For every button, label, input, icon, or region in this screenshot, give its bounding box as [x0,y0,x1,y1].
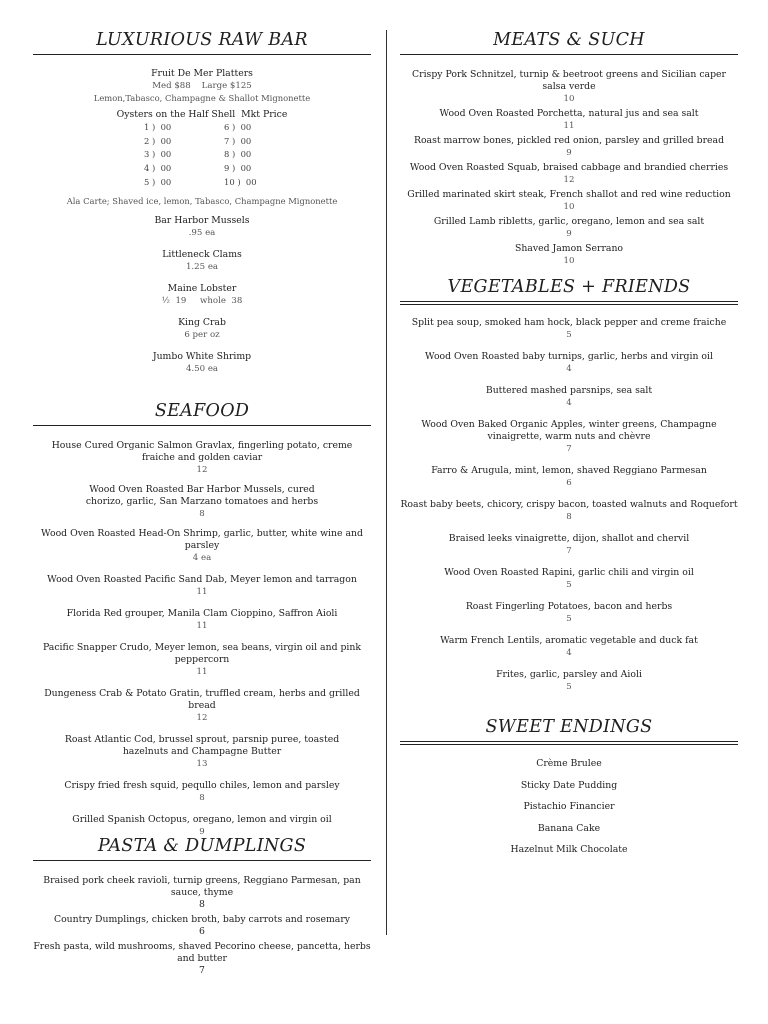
item-name: Braised leeks vinaigrette, dijon, shallot and chervil [448,533,690,544]
menu-item [400,162,738,186]
item-name: Crispy Pork Schnitzel, turnip & beetroot greens and Sicilian caper salsa verde [412,69,726,92]
dessert-item: Sticky Date Pudding [520,779,618,791]
menu-item [400,243,738,267]
item-name: Crispy fried fresh squid, pequllo chiles, lemon and parsley [64,780,340,791]
item-name: Wood Oven Roasted Porchetta, natural jus and sea salt [439,108,699,119]
item-price: 12 [563,175,575,185]
ala-carte-note: Ala Carte; Shaved ice, lemon, Tabasco, Champagne Mignonette [66,195,338,206]
sweet-section [400,717,738,745]
item-price: 8 [199,509,205,519]
menu-item [33,814,371,838]
menu-item [33,642,371,678]
item-price: 10 [563,202,575,212]
item-price: 11 [563,121,575,131]
menu-item [400,533,738,557]
item-name: House Cured Organic Salmon Gravlax, fingerling potato, creme fraiche and golden caviar [51,440,353,463]
item-name: Pacific Snapper Crudo, Meyer lemon, sea beans, virgin oil and pink peppercorn [42,642,362,665]
item-price: 4 [566,364,572,374]
menu-item [33,351,371,375]
oyster-slot: 5 ) 00 [144,176,172,187]
meats-list [400,69,738,267]
item-price: 9 [199,827,205,837]
item-name: Wood Oven Roasted baby turnips, garlic, herbs and virgin oil [425,351,713,362]
menu-item [400,669,738,693]
item-price: ½ 19 whole 38 [161,295,243,306]
item-name: Grilled marinated skirt steak, French shallot and red wine reduction [407,189,731,200]
oyster-slot: 1 ) 00 [144,122,172,132]
item-price: 4 [566,398,572,408]
item-price: 13 [196,759,208,769]
item-price: Med $88 Large $125 [152,81,252,91]
sweet-list [400,758,738,856]
section-rule [400,54,738,55]
menu-item [33,780,371,804]
menu-item [33,914,371,938]
item-price: 12 [196,465,208,475]
section-title-raw-bar: LUXURIOUS RAW BAR [96,30,308,50]
section-rule [400,301,738,305]
item-name: Grilled Spanish Octopus, oregano, lemon and virgin oil [72,814,332,825]
column-divider [386,30,387,935]
dessert-item: Banana Cake [537,822,601,834]
item-name: Farro & Arugula, mint, lemon, shaved Reggiano Parmesan [431,465,707,476]
menu-item [33,734,371,770]
item-price: 5 [566,580,572,590]
menu-item [33,941,371,977]
vegetables-list [400,317,738,693]
item-name: Wood Oven Roasted Bar Harbor Mussels, cured chorizo, garlic, San Marzano tomatoes and herbs [85,484,319,507]
item-name: Roast marrow bones, pickled red onion, parsley and grilled bread [413,135,725,146]
menu-item [400,69,738,105]
menu-item [33,440,371,476]
menu-item [33,283,371,307]
menu-item [33,688,371,724]
item-price: 6 [199,926,205,937]
item-price: 8 [199,793,205,803]
item-name: Wood Oven Baked Organic Apples, winter greens, Champagne vinaigrette, warm nuts and chèvre [421,419,717,442]
menu-item [400,601,738,625]
menu-item [400,216,738,240]
item-price: 4 ea [192,553,212,563]
oyster-slot: 2 ) 00 [144,135,172,146]
item-price: 11 [196,587,208,597]
raw-bar-content [33,68,371,375]
meats-section [400,30,738,55]
vegetables-section [400,277,738,305]
item-price: 9 [566,148,572,158]
menu-item [400,465,738,489]
item-name: Braised pork cheek ravioli, turnip greens, Reggiano Parmesan, pan sauce, thyme [43,875,361,898]
item-name: Fresh pasta, wild mushrooms, shaved Pecorino cheese, pancetta, herbs and butter [33,941,371,964]
seafood-section [33,401,371,426]
oyster-slot: 4 ) 00 [144,163,172,174]
item-name: Buttered mashed parsnips, sea salt [485,385,653,396]
menu-item [400,317,738,341]
menu-item [400,351,738,375]
dessert-item: Pistachio Financier [523,801,615,812]
item-name: Bar Harbor Mussels [154,214,250,226]
menu-item [400,135,738,159]
menu-item [33,574,371,598]
item-price: 6 per oz [184,329,220,340]
pasta-list [33,875,371,977]
item-price: 6 [566,478,572,488]
section-rule [33,54,371,55]
item-price: 5 [566,614,572,624]
item-name: Warm French Lentils, aromatic vegetable and duck fat [440,635,698,646]
oyster-slot: 3 ) 00 [144,149,172,160]
section-rule [33,425,371,426]
item-price: 11 [196,621,208,631]
oyster-slot: 8 ) 00 [224,149,252,160]
menu-item [400,385,738,409]
item-price: 10 [563,256,575,266]
item-price: .95 ea [188,227,216,238]
section-rule [400,741,738,745]
item-name: Dungeness Crab & Potato Gratin, truffled cream, herbs and grilled bread [44,688,360,711]
menu-item [400,108,738,132]
item-price: 11 [196,667,208,677]
item-name: Jumbo White Shrimp [152,350,252,362]
menu-item [33,528,371,564]
oyster-slot: 10 ) 00 [224,176,257,187]
platters-item [33,68,371,104]
oysters-item [33,109,371,190]
dessert-item: Crème Brulee [536,758,602,769]
item-price: 8 [566,512,572,522]
item-name: Country Dumplings, chicken broth, baby carrots and rosemary [53,914,351,925]
item-name: Grilled Lamb ribletts, garlic, oregano, lemon and sea salt [433,216,705,227]
dessert-item: Hazelnut Milk Chocolate [510,844,628,855]
oyster-slot: 6 ) 00 [224,122,252,132]
item-price: 12 [196,713,208,723]
item-name: Split pea soup, smoked ham hock, black pepper and creme fraiche [411,317,727,328]
menu-item [400,419,738,455]
item-price: 7 [566,546,572,556]
item-price: 1.25 ea [185,261,219,272]
item-name: Wood Oven Roasted Pacific Sand Dab, Meyer lemon and tarragon [47,574,357,585]
raw-bar-section [33,30,371,55]
oyster-slot: 7 ) 00 [224,135,252,146]
item-price: 4 [566,648,572,658]
item-name: Shaved Jamon Serrano [514,243,624,254]
oyster-slot: 9 ) 00 [224,163,252,174]
section-title-vegetables: VEGETABLES + FRIENDS [447,277,691,297]
oysters-list [122,121,282,190]
seafood-list [33,440,371,838]
item-name: Wood Oven Roasted Rapini, garlic chili and virgin oil [444,567,694,578]
section-title-meats: MEATS & SUCH [493,30,645,50]
menu-item [33,608,371,632]
pasta-section [33,836,371,861]
item-name: Roast Atlantic Cod, brussel sprout, parsnip puree, toasted hazelnuts and Champagne Butter [64,734,340,757]
item-name: Roast baby beets, chicory, crispy bacon, toasted walnuts and Roquefort [400,499,738,510]
menu-item [33,249,371,273]
item-name: King Crab [178,316,226,328]
oysters-heading: Oysters on the Half Shell Mkt Price [116,109,288,120]
item-name: Fruit De Mer Platters [151,68,253,79]
menu-item [33,484,371,520]
item-name: Littleneck Clams [162,248,242,260]
platters-note: Lemon,Tabasco, Champagne & Shallot Mignonette [93,93,311,103]
menu-item [33,215,371,239]
item-name: Frites, garlic, parsley and Aioli [496,669,642,680]
item-price: 7 [566,444,572,454]
item-price: 4.50 ea [185,363,219,374]
section-rule [33,860,371,861]
item-price: 5 [566,682,572,692]
item-price: 10 [563,94,575,104]
item-price: 7 [199,965,205,976]
menu-item [33,317,371,341]
item-name: Wood Oven Roasted Squab, braised cabbage and brandied cherries [409,162,729,173]
item-price: 5 [566,330,572,340]
menu-item [400,189,738,213]
menu-item [400,635,738,659]
item-name: Wood Oven Roasted Head-On Shrimp, garlic, butter, white wine and parsley [41,528,363,551]
menu-item [400,567,738,591]
section-title-sweet: SWEET ENDINGS [485,717,653,737]
item-name: Maine Lobster [167,282,237,294]
item-name: Roast Fingerling Potatoes, bacon and herbs [465,601,673,612]
menu-item [33,875,371,911]
item-price: 9 [566,229,572,239]
section-title-seafood: SEAFOOD [154,401,250,421]
item-price: 8 [199,899,205,910]
menu-item [400,499,738,523]
item-name: Florida Red grouper, Manila Clam Cioppino, Saffron Aioli [66,608,338,619]
section-title-pasta: PASTA & DUMPLINGS [97,836,307,856]
